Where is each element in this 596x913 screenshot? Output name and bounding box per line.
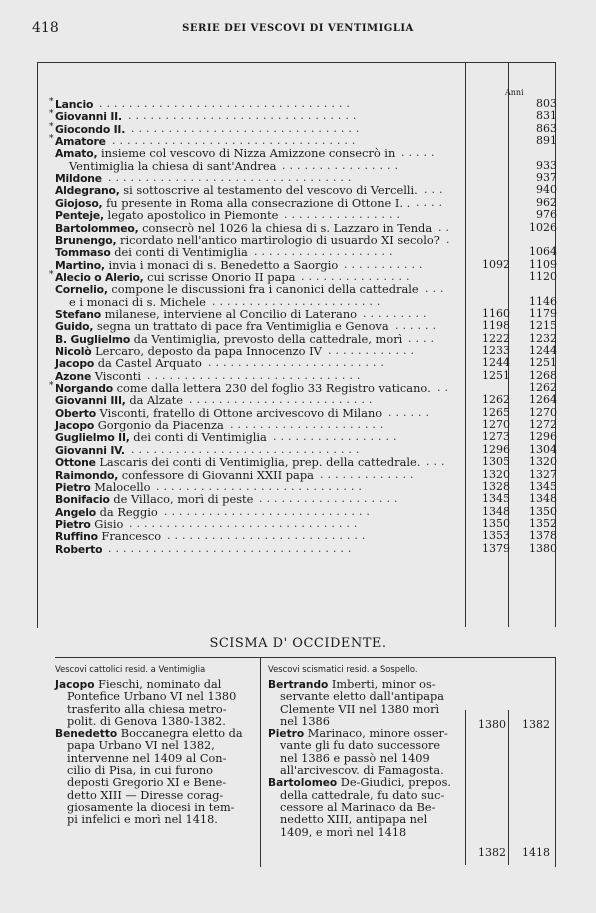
schism-year-rule-3 <box>555 657 556 867</box>
bishop-name: Alecio o Alerio, <box>55 270 144 284</box>
year-end: 1120 <box>529 269 557 283</box>
year-end: 1296 <box>529 430 557 444</box>
year-end: 937 <box>536 171 557 185</box>
year-end: 1232 <box>529 331 557 345</box>
schism-text: Fieschi, nominato dal <box>94 678 222 691</box>
schism-year-4: 1418 <box>522 846 550 859</box>
catholic-bishops-column <box>55 679 255 827</box>
schism-text: Pontefice Urbano VI nel 1380 <box>67 690 237 704</box>
year-end: 1264 <box>529 393 557 407</box>
bishop-name: Lancio <box>55 98 94 111</box>
schism-text: giosamente la diocesi in tem- <box>67 800 235 814</box>
bishop-description: e i monaci di s. Michele <box>69 294 206 309</box>
bishop-name: Tommaso <box>55 246 111 260</box>
dot-leader: ... <box>425 282 448 296</box>
bishop-description: ricordato nell'antico martirologio di usuardo XI secolo? <box>116 232 440 247</box>
schism-year-3: 1382 <box>478 846 506 859</box>
year-start: 1348 <box>482 504 510 518</box>
asterisk-mark: * <box>49 97 54 107</box>
dot-leader: ............... <box>301 269 414 283</box>
dot-leader: ...... <box>395 319 440 333</box>
year-end: 1064 <box>529 245 557 259</box>
bishop-row <box>55 160 555 172</box>
year-end: 1215 <box>529 319 557 333</box>
bishop-description: consecrò nel 1026 la chiesa di s. Lazzaro in Tenda <box>138 220 433 235</box>
schism-text: De-Giudici, prepos. <box>337 776 451 790</box>
bishop-description: Visconti <box>91 368 142 383</box>
asterisk-mark: * <box>49 269 54 280</box>
bishop-name: Guido, <box>55 320 94 334</box>
year-start: 1379 <box>482 541 510 555</box>
dot-leader: ................................. <box>108 171 356 185</box>
schism-text: pi infelici e morì nel 1418. <box>67 813 218 827</box>
bishop-name: Giocondo II. <box>55 122 126 136</box>
dot-leader: ....................... <box>212 294 385 308</box>
schism-text: polit. di Genova 1380-1382. <box>67 714 226 728</box>
bishop-description: segna un trattato di pace fra Ventimiglia e Genova <box>93 319 389 334</box>
year-end: 1268 <box>529 368 557 382</box>
bishop-name: Giovanni IV. <box>55 443 125 457</box>
bishop-description: da Castel Arquato <box>94 356 202 371</box>
year-end: 1270 <box>529 405 557 419</box>
running-header <box>0 20 596 40</box>
year-end: 831 <box>536 109 557 123</box>
dot-leader: ..................... <box>230 418 388 432</box>
year-start: 1233 <box>482 344 510 357</box>
schism-text: nedetto XIII, antipapa nel <box>280 813 428 827</box>
dot-leader: ............................. <box>147 368 365 382</box>
dot-leader: ................. <box>273 430 401 444</box>
year-end: 1109 <box>529 257 557 271</box>
dot-leader: . <box>446 232 454 246</box>
bishop-description: confessore di Giovanni XXII papa <box>118 467 314 482</box>
schism-text: all'arcivescov. di Famagosta. <box>280 764 444 778</box>
dot-leader: ................... <box>259 492 402 506</box>
dot-leader: ... <box>424 183 447 197</box>
schism-text: nel 1386 <box>280 714 330 728</box>
year-end: 1320 <box>529 455 557 469</box>
year-end: 863 <box>536 121 557 135</box>
year-end: 1262 <box>529 381 557 395</box>
dot-leader: ................ <box>282 158 402 172</box>
bishop-name: B. Guglielmo <box>55 332 131 346</box>
bishop-description: come dalla lettera 230 del foglio 33 Registro vaticano. <box>113 381 431 396</box>
schism-bishop-name: Pietro <box>268 728 305 741</box>
dot-leader: .................................. <box>99 97 354 110</box>
schism-text: vante gli fu dato successore <box>280 739 441 753</box>
bishop-name: Pietro <box>55 480 91 494</box>
year-start: 1345 <box>482 492 510 506</box>
page-number: 418 <box>32 20 59 36</box>
year-start: 1353 <box>482 529 510 543</box>
dot-leader: ............................... <box>128 109 361 123</box>
bishop-description: Malocello <box>90 479 151 494</box>
schism-text: papa Urbano VI nel 1382, <box>67 739 215 753</box>
year-end: 891 <box>536 134 557 148</box>
year-start: 1273 <box>482 430 510 444</box>
year-end: 803 <box>536 97 557 110</box>
bishop-name: Brunengo, <box>55 233 117 247</box>
schism-text: intervenne nel 1409 al Con- <box>67 751 227 765</box>
bishop-name: Oberto <box>55 406 96 420</box>
bishop-description: da Ventimiglia, prevosto della cattedrale, morì <box>130 331 403 346</box>
schism-text: nel 1386 e passò nel 1409 <box>280 751 430 765</box>
bishop-description: Lercaro, deposto da papa Innocenzo IV <box>91 344 322 358</box>
year-end: 1352 <box>529 516 557 530</box>
schism-text: detto XIII — Diresse corag- <box>67 788 224 802</box>
dot-leader: ...... <box>388 405 433 419</box>
bishop-name: Angelo <box>55 505 97 519</box>
year-start: 1265 <box>482 405 510 419</box>
dot-leader: ... <box>426 455 449 469</box>
schism-rule <box>55 657 555 658</box>
schism-text: Boccanegra eletto da <box>117 727 243 741</box>
schism-bishop-name: Jacopo <box>55 679 95 691</box>
schism-year-rule-1 <box>465 710 466 865</box>
schism-text: Imberti, minor os- <box>328 678 436 691</box>
bishop-name: Ottone <box>55 456 96 470</box>
anni-label: Anni <box>505 88 524 97</box>
year-end: 1179 <box>529 306 557 320</box>
bishop-description: milanese, interviene al Concilio di Laterano <box>100 306 358 321</box>
bishop-name: Bartolommeo, <box>55 221 139 235</box>
year-start: 1270 <box>482 418 510 432</box>
bishop-description: Visconti, fratello di Ottone arcivescovo di Milano <box>95 405 383 420</box>
dot-leader: .... <box>416 195 446 209</box>
schism-title: SCISMA D' OCCIDENTE. <box>209 636 387 651</box>
year-end: 1327 <box>529 467 557 481</box>
year-end: 1251 <box>529 356 557 370</box>
year-start: 1251 <box>482 368 510 382</box>
bishop-name: Pietro <box>55 517 91 531</box>
year-start: 1092 <box>482 257 510 271</box>
year-start: 1244 <box>482 356 510 370</box>
year-end: 1380 <box>529 541 557 555</box>
bishop-name: Azone <box>55 369 92 383</box>
bishop-description: Francesco <box>97 529 162 544</box>
schism-text: Clemente VII nel 1380 morì <box>280 702 440 716</box>
year-start: 1320 <box>482 467 510 481</box>
year-start: 1305 <box>482 455 510 469</box>
dot-leader: .. <box>438 220 453 234</box>
bishop-name: Giovanni III, <box>55 394 126 408</box>
dot-leader: ................ <box>284 208 404 222</box>
bishop-description: insieme col vescovo di Nizza Amizzone consecrò in <box>97 146 396 161</box>
year-end: 1348 <box>529 492 557 506</box>
bishop-name: Amatore <box>55 135 106 149</box>
dot-leader: ............................ <box>156 479 366 493</box>
year-end: 1026 <box>529 220 557 234</box>
schism-text: Marinaco, minore osser- <box>304 727 448 741</box>
year-end: 940 <box>536 183 557 197</box>
dot-leader: ............. <box>320 467 418 481</box>
bishop-name: Raimondo, <box>55 468 119 482</box>
bishop-text <box>55 542 102 556</box>
dot-leader: ..... <box>401 146 439 160</box>
bishop-description: da Reggio <box>96 504 158 519</box>
dot-leader: ............................... <box>131 442 364 456</box>
running-title: SERIE DEI VESCOVI DI VENTIMIGLIA <box>182 23 414 34</box>
year-end: 1350 <box>529 504 557 518</box>
bishop-description: compone le discussioni fra i canonici della cattedrale <box>107 282 419 297</box>
year-end: 1345 <box>529 479 557 493</box>
year-end: 1244 <box>529 344 557 357</box>
bishop-description: legato apostolico in Piemonte <box>103 208 279 223</box>
schism-bishop-name: Bertrando <box>268 679 329 691</box>
schism-text: cilio di Pisa, in cui furono <box>67 764 213 778</box>
bishop-description: da Alzate <box>125 393 184 408</box>
schism-text: deposti Gregorio XI e Bene- <box>67 776 227 790</box>
schism-bishop-name: Bartolomeo <box>268 777 338 790</box>
dot-leader: ......... <box>363 306 431 320</box>
year-end: 962 <box>536 195 557 209</box>
asterisk-mark: * <box>49 134 54 145</box>
dot-leader: ................................. <box>108 541 356 555</box>
bishop-description: dei conti di Ventimiglia <box>110 245 248 260</box>
year-start: 1222 <box>482 331 510 345</box>
schism-bishop-name: Benedetto <box>55 728 118 741</box>
schism-text: cessore al Marinaco da Be- <box>280 800 436 814</box>
year-end: 1146 <box>529 294 557 308</box>
year-end: 1304 <box>529 442 557 456</box>
bishop-name: Guglielmo II, <box>55 431 130 445</box>
bishop-description: de Villaco, morì di peste <box>109 492 254 507</box>
year-end: 1378 <box>529 529 557 543</box>
schism-text: servante eletto dall'antipapa <box>280 690 444 704</box>
schismatic-bishops-column <box>268 679 463 839</box>
bishop-name: Giovanni II. <box>55 110 122 124</box>
dot-leader: ................... <box>254 245 397 259</box>
bishop-name: Roberto <box>55 542 103 556</box>
schism-line <box>55 814 255 826</box>
bishop-name: Bonifacio <box>55 493 110 507</box>
dot-leader: ............................... <box>131 121 364 135</box>
bishop-description: Lascaris dei conti di Ventimiglia, prep. della cattedrale. <box>95 455 421 470</box>
bishop-row <box>55 296 555 308</box>
bishop-name: Norgando <box>55 382 114 396</box>
bishop-name: Giojoso, <box>55 196 103 210</box>
asterisk-mark: * <box>49 109 54 120</box>
dot-leader: ................................. <box>112 134 360 148</box>
bishop-name: Amato, <box>55 147 98 161</box>
bishop-description: si sottoscrive al testamento del vescovo di Vercelli. <box>119 183 418 198</box>
bishop-name: Jacopo <box>55 357 95 371</box>
schism-year-rule-2 <box>508 710 509 865</box>
dot-leader: ........... <box>344 257 427 271</box>
schism-year-1: 1380 <box>478 718 506 731</box>
schismatic-bishops-header: Vescovi scismatici resid. a Sospello. <box>268 664 418 674</box>
bishop-description: Gorgonio da Piacenza <box>94 418 224 433</box>
bishop-description: fu presente in Roma alla consecrazione di Ottone I. . <box>102 195 411 210</box>
dot-leader: ........................... <box>167 529 370 543</box>
year-start: 1350 <box>482 516 510 530</box>
bishop-description: cui scrisse Onorio II papa <box>143 269 296 284</box>
schism-text: 1409, e morì nel 1418 <box>280 825 407 839</box>
dot-leader: ............................... <box>129 516 362 530</box>
bishop-name: Aldegrano, <box>55 184 120 198</box>
bishop-name: Cornelio, <box>55 283 108 297</box>
bishop-description: invia i monaci di s. Benedetto a Saorgio <box>104 257 339 272</box>
year-start: 1328 <box>482 479 510 493</box>
year-end: 976 <box>536 208 557 222</box>
dot-leader: ............................ <box>164 504 374 518</box>
year-start: 1160 <box>482 306 510 320</box>
dot-leader: ............ <box>328 344 418 357</box>
schism-year-2: 1382 <box>522 718 550 731</box>
bishop-row <box>55 543 555 556</box>
schism-text: trasferito alla chiesa metro- <box>67 702 227 716</box>
bishop-name: Penteje, <box>55 209 104 223</box>
dot-leader: .. <box>437 381 452 395</box>
dot-leader: ......................... <box>189 393 377 407</box>
dot-leader: ........................ <box>208 356 388 370</box>
bishop-name: Jacopo <box>55 419 95 433</box>
year-start: 1198 <box>482 319 510 333</box>
asterisk-mark: * <box>49 121 54 132</box>
bishop-name: Mildone <box>55 172 102 186</box>
bishop-description: dei conti di Ventimiglia <box>129 430 267 445</box>
schism-text: della cattedrale, fu dato suc- <box>280 788 445 802</box>
bishop-name: Nicolò <box>55 345 92 358</box>
bishop-name: Martino, <box>55 258 105 272</box>
asterisk-mark: * <box>49 381 54 392</box>
bishop-name: Stefano <box>55 307 101 321</box>
schism-divider <box>260 657 261 867</box>
dot-leader: .... <box>408 331 438 345</box>
year-start: 1262 <box>482 393 510 407</box>
bishop-name: Ruffino <box>55 530 98 544</box>
year-start: 1296 <box>482 442 510 456</box>
year-end: 933 <box>536 158 557 172</box>
schism-line <box>268 827 463 839</box>
catholic-bishops-header: Vescovi cattolici resid. a Ventimiglia <box>55 664 206 674</box>
year-end: 1272 <box>529 418 557 432</box>
bishop-description: Gisio <box>90 516 124 531</box>
bishop-description: Ventimiglia la chiesa di sant'Andrea <box>69 158 277 173</box>
